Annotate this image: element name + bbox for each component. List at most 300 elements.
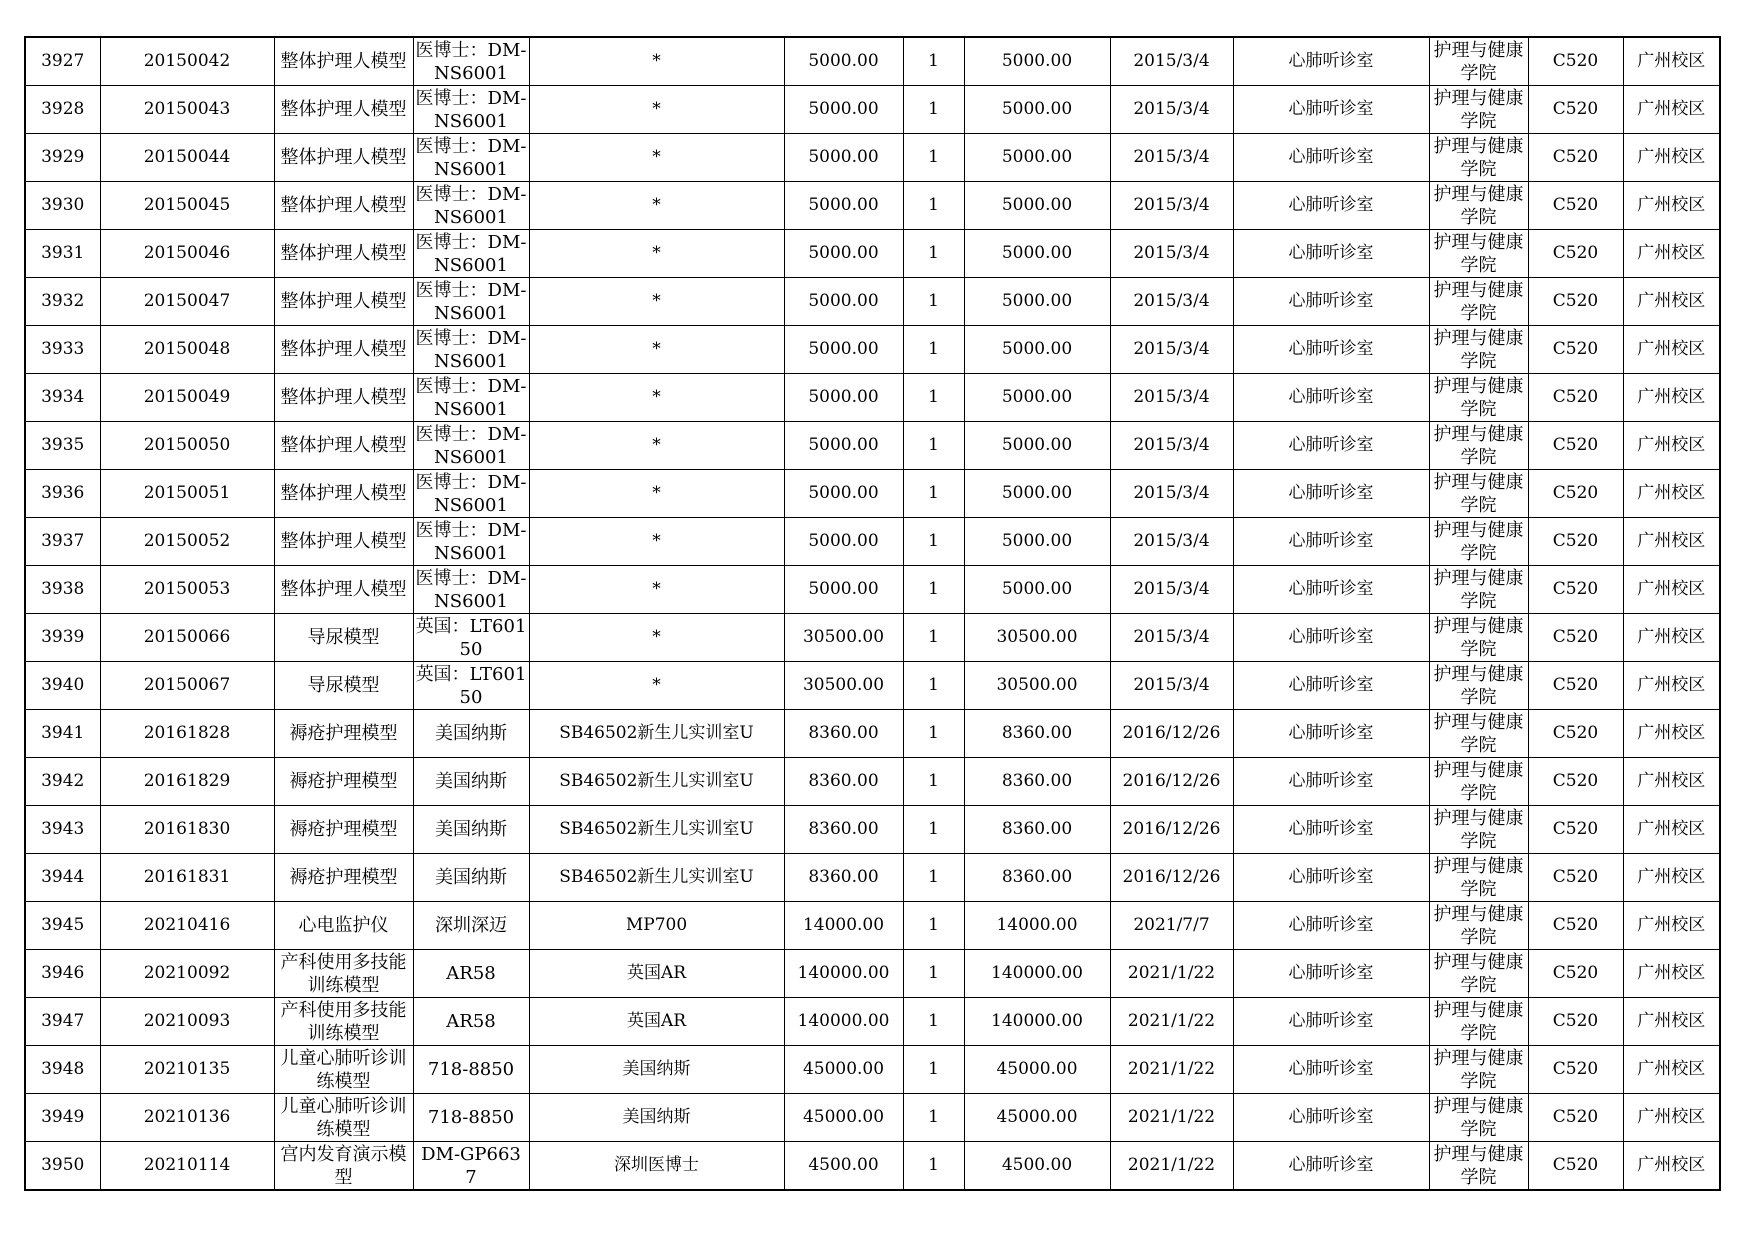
purchase-date-cell: 2015/3/4 (1110, 326, 1233, 374)
serial-number-cell: 3939 (25, 614, 100, 662)
amount-cell: 5000.00 (964, 230, 1110, 278)
purchase-date-cell: 2021/1/22 (1110, 1142, 1233, 1191)
quantity-cell: 1 (903, 326, 964, 374)
unit-price-cell: 4500.00 (784, 1142, 903, 1191)
room-cell: C520 (1528, 134, 1623, 182)
quantity-cell: 1 (903, 1142, 964, 1191)
asset-table (24, 36, 1721, 1191)
asset-code-cell: 20150053 (100, 566, 274, 614)
campus-cell: 广州校区 (1623, 422, 1720, 470)
room-cell: C520 (1528, 470, 1623, 518)
asset-code-cell: 20161831 (100, 854, 274, 902)
serial-number-cell: 3930 (25, 182, 100, 230)
campus-cell: 广州校区 (1623, 86, 1720, 134)
asset-code-cell: 20150048 (100, 326, 274, 374)
asset-code-cell: 20161828 (100, 710, 274, 758)
unit-price-cell: 5000.00 (784, 374, 903, 422)
quantity-cell: 1 (903, 662, 964, 710)
specification-cell: * (529, 470, 784, 518)
asset-name-cell: 儿童心肺听诊训练模型 (274, 1046, 413, 1094)
location-cell: 心肺听诊室 (1233, 806, 1429, 854)
quantity-cell: 1 (903, 614, 964, 662)
location-cell: 心肺听诊室 (1233, 902, 1429, 950)
model-cell: 美国纳斯 (413, 854, 529, 902)
asset-code-cell: 20150052 (100, 518, 274, 566)
department-cell: 护理与健康学院 (1429, 1046, 1528, 1094)
amount-cell: 45000.00 (964, 1046, 1110, 1094)
serial-number-cell: 3933 (25, 326, 100, 374)
department-cell: 护理与健康学院 (1429, 950, 1528, 998)
amount-cell: 5000.00 (964, 86, 1110, 134)
asset-name-cell: 整体护理人模型 (274, 374, 413, 422)
location-cell: 心肺听诊室 (1233, 37, 1429, 86)
amount-cell: 30500.00 (964, 662, 1110, 710)
model-cell: 美国纳斯 (413, 758, 529, 806)
quantity-cell: 1 (903, 374, 964, 422)
campus-cell: 广州校区 (1623, 278, 1720, 326)
table-row (25, 230, 1720, 278)
location-cell: 心肺听诊室 (1233, 230, 1429, 278)
campus-cell: 广州校区 (1623, 854, 1720, 902)
asset-name-cell: 整体护理人模型 (274, 86, 413, 134)
model-cell: DM-GP6637 (413, 1142, 529, 1191)
quantity-cell: 1 (903, 566, 964, 614)
room-cell: C520 (1528, 710, 1623, 758)
quantity-cell: 1 (903, 854, 964, 902)
model-cell: 医博士：DM-NS6001 (413, 518, 529, 566)
purchase-date-cell: 2016/12/26 (1110, 854, 1233, 902)
serial-number-cell: 3929 (25, 134, 100, 182)
table-row (25, 374, 1720, 422)
model-cell: 医博士：DM-NS6001 (413, 86, 529, 134)
amount-cell: 5000.00 (964, 326, 1110, 374)
location-cell: 心肺听诊室 (1233, 566, 1429, 614)
model-cell: 医博士：DM-NS6001 (413, 230, 529, 278)
purchase-date-cell: 2015/3/4 (1110, 422, 1233, 470)
location-cell: 心肺听诊室 (1233, 134, 1429, 182)
campus-cell: 广州校区 (1623, 1046, 1720, 1094)
campus-cell: 广州校区 (1623, 1142, 1720, 1191)
amount-cell: 45000.00 (964, 1094, 1110, 1142)
model-cell: 医博士：DM-NS6001 (413, 182, 529, 230)
room-cell: C520 (1528, 998, 1623, 1046)
campus-cell: 广州校区 (1623, 566, 1720, 614)
campus-cell: 广州校区 (1623, 1094, 1720, 1142)
serial-number-cell: 3943 (25, 806, 100, 854)
specification-cell: * (529, 86, 784, 134)
asset-name-cell: 导尿模型 (274, 614, 413, 662)
campus-cell: 广州校区 (1623, 710, 1720, 758)
department-cell: 护理与健康学院 (1429, 710, 1528, 758)
model-cell: 医博士：DM-NS6001 (413, 134, 529, 182)
model-cell: 医博士：DM-NS6001 (413, 566, 529, 614)
table-row (25, 278, 1720, 326)
table-row (25, 854, 1720, 902)
location-cell: 心肺听诊室 (1233, 662, 1429, 710)
campus-cell: 广州校区 (1623, 518, 1720, 566)
serial-number-cell: 3942 (25, 758, 100, 806)
amount-cell: 5000.00 (964, 566, 1110, 614)
specification-cell: * (529, 518, 784, 566)
model-cell: 718-8850 (413, 1046, 529, 1094)
location-cell: 心肺听诊室 (1233, 182, 1429, 230)
campus-cell: 广州校区 (1623, 902, 1720, 950)
asset-name-cell: 整体护理人模型 (274, 182, 413, 230)
quantity-cell: 1 (903, 950, 964, 998)
asset-name-cell: 导尿模型 (274, 662, 413, 710)
unit-price-cell: 5000.00 (784, 566, 903, 614)
table-row (25, 902, 1720, 950)
campus-cell: 广州校区 (1623, 614, 1720, 662)
purchase-date-cell: 2015/3/4 (1110, 374, 1233, 422)
location-cell: 心肺听诊室 (1233, 950, 1429, 998)
model-cell: 医博士：DM-NS6001 (413, 374, 529, 422)
location-cell: 心肺听诊室 (1233, 326, 1429, 374)
specification-cell: 英国AR (529, 950, 784, 998)
table-row (25, 758, 1720, 806)
quantity-cell: 1 (903, 518, 964, 566)
model-cell: 深圳深迈 (413, 902, 529, 950)
department-cell: 护理与健康学院 (1429, 278, 1528, 326)
asset-code-cell: 20150042 (100, 37, 274, 86)
quantity-cell: 1 (903, 902, 964, 950)
specification-cell: * (529, 662, 784, 710)
unit-price-cell: 5000.00 (784, 470, 903, 518)
asset-code-cell: 20150043 (100, 86, 274, 134)
location-cell: 心肺听诊室 (1233, 422, 1429, 470)
specification-cell: SB46502新生儿实训室U (529, 806, 784, 854)
serial-number-cell: 3945 (25, 902, 100, 950)
amount-cell: 5000.00 (964, 470, 1110, 518)
table-row (25, 182, 1720, 230)
unit-price-cell: 140000.00 (784, 950, 903, 998)
serial-number-cell: 3946 (25, 950, 100, 998)
quantity-cell: 1 (903, 278, 964, 326)
unit-price-cell: 8360.00 (784, 758, 903, 806)
department-cell: 护理与健康学院 (1429, 854, 1528, 902)
room-cell: C520 (1528, 1142, 1623, 1191)
location-cell: 心肺听诊室 (1233, 374, 1429, 422)
specification-cell: SB46502新生儿实训室U (529, 710, 784, 758)
department-cell: 护理与健康学院 (1429, 422, 1528, 470)
room-cell: C520 (1528, 182, 1623, 230)
amount-cell: 5000.00 (964, 518, 1110, 566)
campus-cell: 广州校区 (1623, 182, 1720, 230)
unit-price-cell: 5000.00 (784, 518, 903, 566)
asset-name-cell: 褥疮护理模型 (274, 854, 413, 902)
asset-name-cell: 整体护理人模型 (274, 422, 413, 470)
asset-name-cell: 褥疮护理模型 (274, 806, 413, 854)
purchase-date-cell: 2021/1/22 (1110, 998, 1233, 1046)
specification-cell: * (529, 326, 784, 374)
asset-code-cell: 20150044 (100, 134, 274, 182)
room-cell: C520 (1528, 662, 1623, 710)
asset-code-cell: 20150047 (100, 278, 274, 326)
department-cell: 护理与健康学院 (1429, 902, 1528, 950)
amount-cell: 4500.00 (964, 1142, 1110, 1191)
department-cell: 护理与健康学院 (1429, 806, 1528, 854)
asset-name-cell: 产科使用多技能训练模型 (274, 998, 413, 1046)
specification-cell: * (529, 374, 784, 422)
asset-code-cell: 20150050 (100, 422, 274, 470)
asset-code-cell: 20161830 (100, 806, 274, 854)
model-cell: 718-8850 (413, 1094, 529, 1142)
room-cell: C520 (1528, 37, 1623, 86)
department-cell: 护理与健康学院 (1429, 662, 1528, 710)
purchase-date-cell: 2015/3/4 (1110, 614, 1233, 662)
asset-name-cell: 宫内发育演示模型 (274, 1142, 413, 1191)
table-row (25, 710, 1720, 758)
location-cell: 心肺听诊室 (1233, 518, 1429, 566)
amount-cell: 140000.00 (964, 998, 1110, 1046)
specification-cell: * (529, 134, 784, 182)
campus-cell: 广州校区 (1623, 662, 1720, 710)
location-cell: 心肺听诊室 (1233, 854, 1429, 902)
model-cell: 英国：LT60150 (413, 614, 529, 662)
location-cell: 心肺听诊室 (1233, 758, 1429, 806)
unit-price-cell: 5000.00 (784, 37, 903, 86)
amount-cell: 5000.00 (964, 278, 1110, 326)
model-cell: 医博士：DM-NS6001 (413, 422, 529, 470)
location-cell: 心肺听诊室 (1233, 614, 1429, 662)
serial-number-cell: 3936 (25, 470, 100, 518)
serial-number-cell: 3940 (25, 662, 100, 710)
department-cell: 护理与健康学院 (1429, 86, 1528, 134)
table-row (25, 518, 1720, 566)
department-cell: 护理与健康学院 (1429, 518, 1528, 566)
purchase-date-cell: 2015/3/4 (1110, 134, 1233, 182)
table-row (25, 662, 1720, 710)
table-body (25, 37, 1720, 1190)
quantity-cell: 1 (903, 470, 964, 518)
quantity-cell: 1 (903, 422, 964, 470)
room-cell: C520 (1528, 902, 1623, 950)
asset-name-cell: 整体护理人模型 (274, 518, 413, 566)
amount-cell: 8360.00 (964, 710, 1110, 758)
department-cell: 护理与健康学院 (1429, 134, 1528, 182)
unit-price-cell: 140000.00 (784, 998, 903, 1046)
purchase-date-cell: 2016/12/26 (1110, 758, 1233, 806)
asset-code-cell: 20210135 (100, 1046, 274, 1094)
campus-cell: 广州校区 (1623, 758, 1720, 806)
asset-code-cell: 20210136 (100, 1094, 274, 1142)
asset-name-cell: 褥疮护理模型 (274, 710, 413, 758)
location-cell: 心肺听诊室 (1233, 278, 1429, 326)
unit-price-cell: 30500.00 (784, 614, 903, 662)
table-row (25, 806, 1720, 854)
quantity-cell: 1 (903, 37, 964, 86)
room-cell: C520 (1528, 326, 1623, 374)
department-cell: 护理与健康学院 (1429, 182, 1528, 230)
location-cell: 心肺听诊室 (1233, 998, 1429, 1046)
asset-code-cell: 20210093 (100, 998, 274, 1046)
quantity-cell: 1 (903, 758, 964, 806)
specification-cell: * (529, 422, 784, 470)
quantity-cell: 1 (903, 998, 964, 1046)
purchase-date-cell: 2015/3/4 (1110, 566, 1233, 614)
room-cell: C520 (1528, 854, 1623, 902)
asset-name-cell: 整体护理人模型 (274, 278, 413, 326)
specification-cell: 英国AR (529, 998, 784, 1046)
purchase-date-cell: 2015/3/4 (1110, 470, 1233, 518)
asset-code-cell: 20150051 (100, 470, 274, 518)
room-cell: C520 (1528, 374, 1623, 422)
serial-number-cell: 3941 (25, 710, 100, 758)
asset-name-cell: 整体护理人模型 (274, 566, 413, 614)
campus-cell: 广州校区 (1623, 37, 1720, 86)
purchase-date-cell: 2021/7/7 (1110, 902, 1233, 950)
table-row (25, 86, 1720, 134)
specification-cell: 美国纳斯 (529, 1046, 784, 1094)
location-cell: 心肺听诊室 (1233, 1094, 1429, 1142)
specification-cell: 美国纳斯 (529, 1094, 784, 1142)
serial-number-cell: 3949 (25, 1094, 100, 1142)
asset-name-cell: 整体护理人模型 (274, 470, 413, 518)
location-cell: 心肺听诊室 (1233, 470, 1429, 518)
asset-code-cell: 20150067 (100, 662, 274, 710)
model-cell: 医博士：DM-NS6001 (413, 278, 529, 326)
room-cell: C520 (1528, 566, 1623, 614)
unit-price-cell: 45000.00 (784, 1046, 903, 1094)
table-row (25, 326, 1720, 374)
room-cell: C520 (1528, 806, 1623, 854)
unit-price-cell: 30500.00 (784, 662, 903, 710)
asset-code-cell: 20161829 (100, 758, 274, 806)
amount-cell: 30500.00 (964, 614, 1110, 662)
amount-cell: 8360.00 (964, 758, 1110, 806)
table-row (25, 998, 1720, 1046)
department-cell: 护理与健康学院 (1429, 326, 1528, 374)
specification-cell: * (529, 614, 784, 662)
amount-cell: 5000.00 (964, 374, 1110, 422)
specification-cell: * (529, 278, 784, 326)
room-cell: C520 (1528, 758, 1623, 806)
unit-price-cell: 5000.00 (784, 278, 903, 326)
table-row (25, 422, 1720, 470)
purchase-date-cell: 2021/1/22 (1110, 950, 1233, 998)
table-row (25, 1142, 1720, 1191)
quantity-cell: 1 (903, 86, 964, 134)
table-row (25, 566, 1720, 614)
quantity-cell: 1 (903, 1094, 964, 1142)
unit-price-cell: 14000.00 (784, 902, 903, 950)
asset-name-cell: 产科使用多技能训练模型 (274, 950, 413, 998)
specification-cell: * (529, 230, 784, 278)
serial-number-cell: 3934 (25, 374, 100, 422)
model-cell: AR58 (413, 950, 529, 998)
asset-code-cell: 20210092 (100, 950, 274, 998)
room-cell: C520 (1528, 614, 1623, 662)
asset-code-cell: 20210416 (100, 902, 274, 950)
asset-name-cell: 整体护理人模型 (274, 230, 413, 278)
location-cell: 心肺听诊室 (1233, 86, 1429, 134)
department-cell: 护理与健康学院 (1429, 374, 1528, 422)
asset-name-cell: 整体护理人模型 (274, 134, 413, 182)
room-cell: C520 (1528, 278, 1623, 326)
serial-number-cell: 3937 (25, 518, 100, 566)
department-cell: 护理与健康学院 (1429, 758, 1528, 806)
room-cell: C520 (1528, 1046, 1623, 1094)
purchase-date-cell: 2015/3/4 (1110, 86, 1233, 134)
unit-price-cell: 5000.00 (784, 134, 903, 182)
room-cell: C520 (1528, 422, 1623, 470)
purchase-date-cell: 2015/3/4 (1110, 278, 1233, 326)
serial-number-cell: 3948 (25, 1046, 100, 1094)
room-cell: C520 (1528, 86, 1623, 134)
purchase-date-cell: 2021/1/22 (1110, 1094, 1233, 1142)
model-cell: 美国纳斯 (413, 806, 529, 854)
purchase-date-cell: 2016/12/26 (1110, 710, 1233, 758)
specification-cell: * (529, 182, 784, 230)
unit-price-cell: 5000.00 (784, 422, 903, 470)
specification-cell: * (529, 566, 784, 614)
table-row (25, 950, 1720, 998)
model-cell: 英国：LT60150 (413, 662, 529, 710)
specification-cell: 深圳医博士 (529, 1142, 784, 1191)
table-row (25, 470, 1720, 518)
quantity-cell: 1 (903, 806, 964, 854)
room-cell: C520 (1528, 1094, 1623, 1142)
department-cell: 护理与健康学院 (1429, 37, 1528, 86)
serial-number-cell: 3928 (25, 86, 100, 134)
specification-cell: SB46502新生儿实训室U (529, 854, 784, 902)
department-cell: 护理与健康学院 (1429, 998, 1528, 1046)
room-cell: C520 (1528, 518, 1623, 566)
amount-cell: 140000.00 (964, 950, 1110, 998)
table-row (25, 134, 1720, 182)
unit-price-cell: 5000.00 (784, 230, 903, 278)
asset-name-cell: 心电监护仪 (274, 902, 413, 950)
serial-number-cell: 3938 (25, 566, 100, 614)
unit-price-cell: 8360.00 (784, 710, 903, 758)
serial-number-cell: 3931 (25, 230, 100, 278)
purchase-date-cell: 2021/1/22 (1110, 1046, 1233, 1094)
quantity-cell: 1 (903, 1046, 964, 1094)
serial-number-cell: 3950 (25, 1142, 100, 1191)
model-cell: 医博士：DM-NS6001 (413, 326, 529, 374)
asset-name-cell: 整体护理人模型 (274, 326, 413, 374)
department-cell: 护理与健康学院 (1429, 566, 1528, 614)
location-cell: 心肺听诊室 (1233, 710, 1429, 758)
amount-cell: 5000.00 (964, 182, 1110, 230)
campus-cell: 广州校区 (1623, 134, 1720, 182)
model-cell: 医博士：DM-NS6001 (413, 37, 529, 86)
location-cell: 心肺听诊室 (1233, 1046, 1429, 1094)
amount-cell: 5000.00 (964, 134, 1110, 182)
unit-price-cell: 45000.00 (784, 1094, 903, 1142)
purchase-date-cell: 2015/3/4 (1110, 230, 1233, 278)
purchase-date-cell: 2016/12/26 (1110, 806, 1233, 854)
purchase-date-cell: 2015/3/4 (1110, 182, 1233, 230)
table-row (25, 1094, 1720, 1142)
unit-price-cell: 5000.00 (784, 326, 903, 374)
table-row (25, 37, 1720, 86)
specification-cell: * (529, 37, 784, 86)
model-cell: 医博士：DM-NS6001 (413, 470, 529, 518)
model-cell: 美国纳斯 (413, 710, 529, 758)
table-row (25, 1046, 1720, 1094)
location-cell: 心肺听诊室 (1233, 1142, 1429, 1191)
campus-cell: 广州校区 (1623, 326, 1720, 374)
asset-name-cell: 儿童心肺听诊训练模型 (274, 1094, 413, 1142)
specification-cell: MP700 (529, 902, 784, 950)
serial-number-cell: 3927 (25, 37, 100, 86)
quantity-cell: 1 (903, 230, 964, 278)
campus-cell: 广州校区 (1623, 230, 1720, 278)
department-cell: 护理与健康学院 (1429, 614, 1528, 662)
quantity-cell: 1 (903, 182, 964, 230)
campus-cell: 广州校区 (1623, 470, 1720, 518)
